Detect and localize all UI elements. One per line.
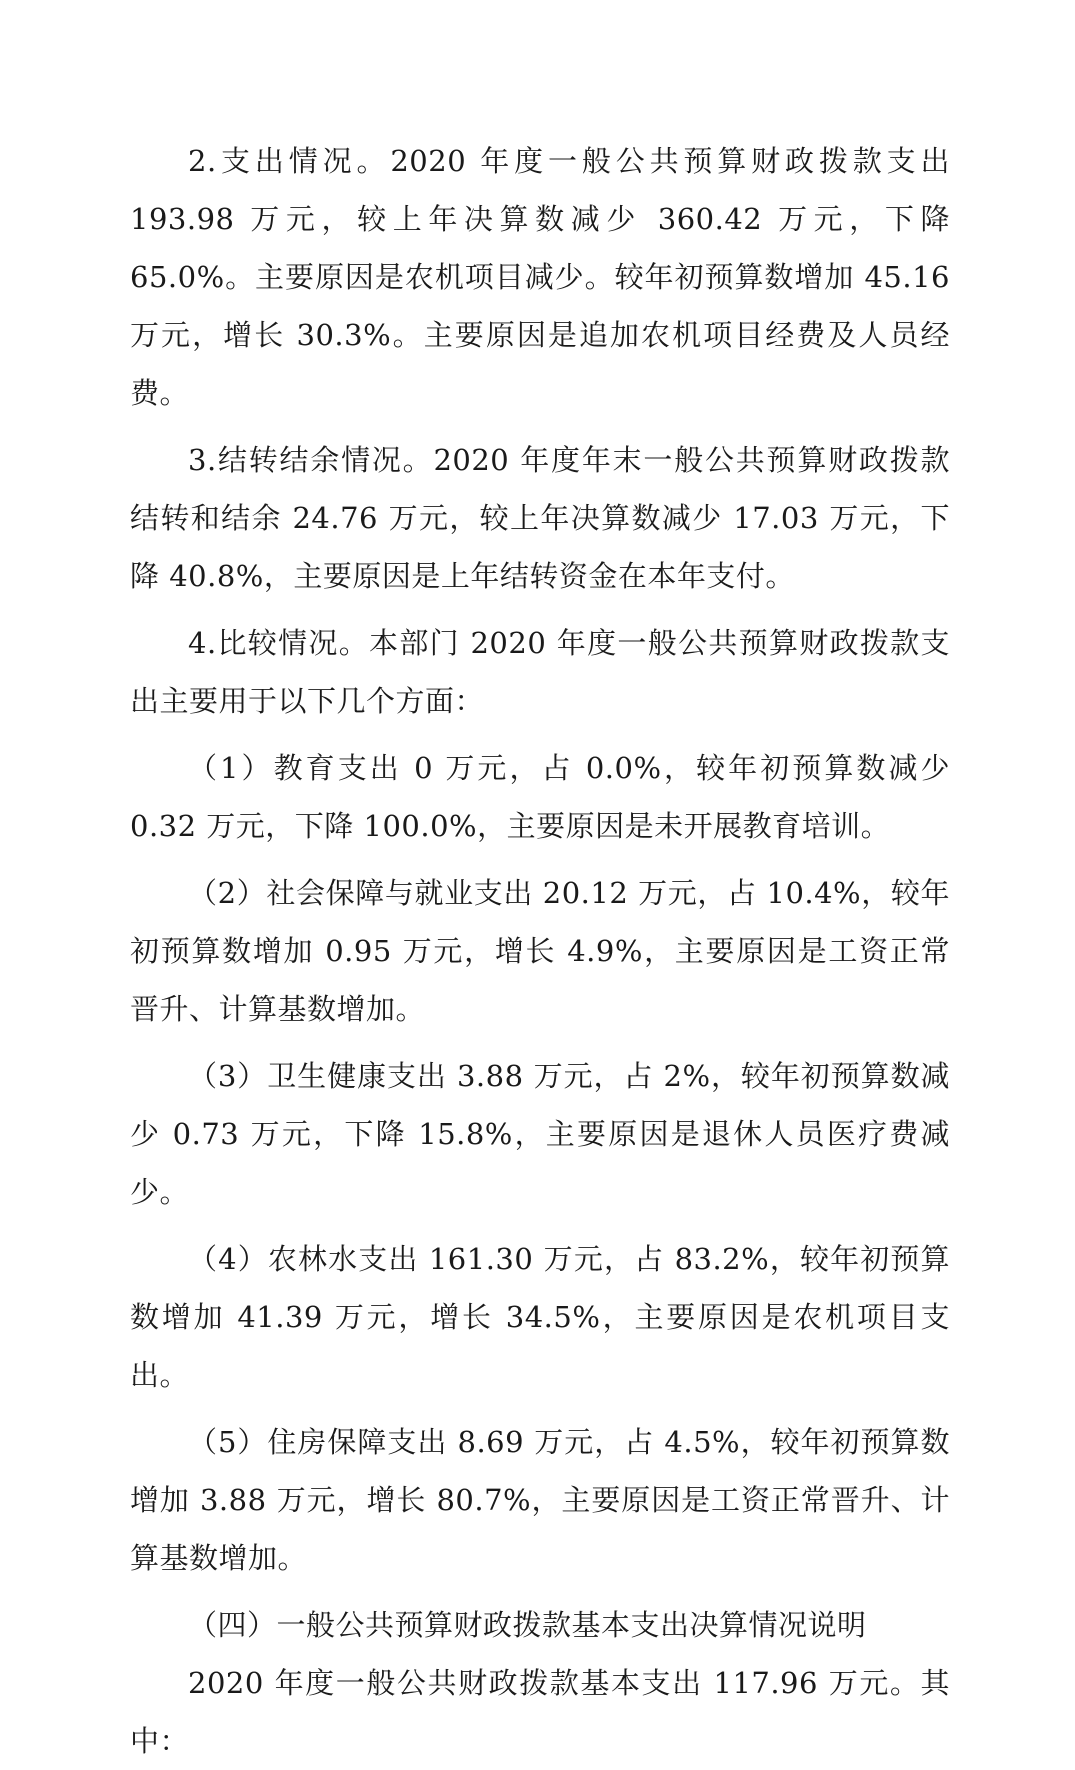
paragraph-carryover: 3.结转结余情况。2020 年度年末一般公共预算财政拨款结转和结余 24.76 万元，较上年决算数减少 17.03 万元，下降 40.8%，主要原因是上年结转资金在本年支付。: [130, 443, 950, 593]
paragraph-housing: （5）住房保障支出 8.69 万元，占 4.5%，较年初预算数增加 3.88 万元，增长 80.7%，主要原因是工资正常晋升、计算基数增加。: [130, 1425, 950, 1575]
paragraph-education: （1）教育支出 0 万元，占 0.0%，较年初预算数减少 0.32 万元，下降 100.0%，主要原因是未开展教育培训。: [130, 751, 950, 843]
document-body: [130, 132, 950, 1770]
paragraph-agriculture: （4）农林水支出 161.30 万元，占 83.2%，较年初预算数增加 41.39 万元，增长 34.5%，主要原因是农机项目支出。: [130, 1242, 950, 1392]
paragraph-health: （3）卫生健康支出 3.88 万元，占 2%，较年初预算数减少 0.73 万元，下降 15.8%，主要原因是退休人员医疗费减少。: [130, 1059, 950, 1209]
paragraph-basic-expenditure: 2020 年度一般公共财政拨款基本支出 117.96 万元。其中：: [130, 1666, 950, 1758]
paragraph-comparison: 4.比较情况。本部门 2020 年度一般公共预算财政拨款支出主要用于以下几个方面：: [130, 626, 950, 718]
section-heading: （四）一般公共预算财政拨款基本支出决算情况说明: [188, 1608, 867, 1642]
paragraph-expenditure: 2.支出情况。2020 年度一般公共预算财政拨款支出 193.98 万元，较上年决算数减少 360.42 万元，下降 65.0%。主要原因是农机项目减少。较年初预算数增加 45.16 万元，增长 30.3%。主要原因是追加农机项目经费及人员经费。: [130, 144, 950, 410]
paragraph-social-security: （2）社会保障与就业支出 20.12 万元，占 10.4%，较年初预算数增加 0.95 万元，增长 4.9%，主要原因是工资正常晋升、计算基数增加。: [130, 876, 950, 1026]
